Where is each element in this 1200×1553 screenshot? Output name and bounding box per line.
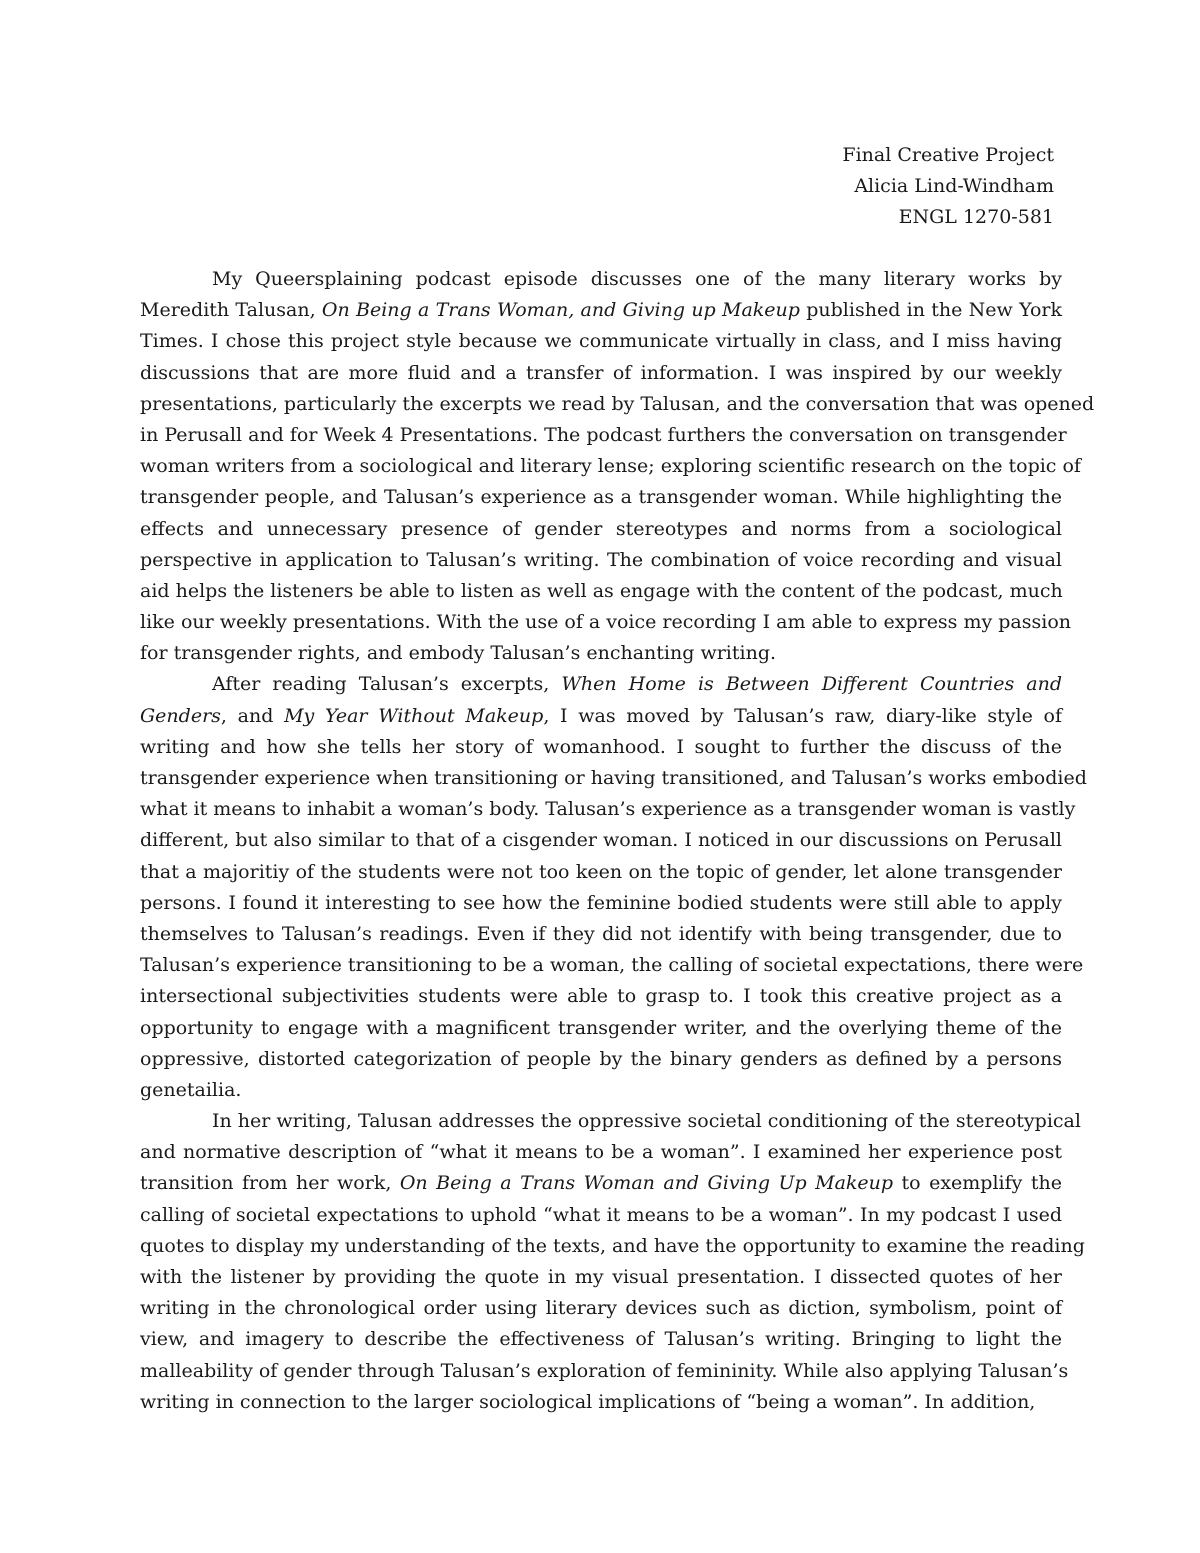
body-text: intersectional subjectivities students were able to grasp to. I took this creative project as a: [140, 985, 1062, 1008]
body-text: , I was moved by Talusan’s raw, diary-like style of: [543, 704, 1063, 727]
text-line: [140, 326, 1062, 357]
body-text: that a majoritiy of the students were not too keen on the topic of gender, let alone transgender: [140, 860, 1062, 883]
paragraph: [140, 1106, 1085, 1418]
text-line: [140, 950, 1084, 981]
body-text: Meredith Talusan,: [140, 299, 322, 322]
document-body: [140, 264, 1095, 1418]
body-text: with the listener by providing the quote in my visual presentation. I dissected quotes of her: [140, 1266, 1062, 1288]
italic-title-text: Genders: [140, 704, 221, 727]
text-line: [140, 1262, 1062, 1293]
body-text: transition from her work,: [140, 1172, 400, 1195]
text-line: [140, 669, 1062, 700]
text-line: [140, 264, 1062, 295]
text-line: [140, 919, 1062, 950]
italic-title-text: On Being a Trans Woman and Giving Up Makeup: [399, 1172, 894, 1195]
body-text: themselves to Talusan’s readings. Even if they did not identify with being transgender, due to: [140, 922, 1062, 945]
italic-title-text: My Year Without Makeup: [284, 704, 544, 727]
text-line: [140, 1324, 1062, 1355]
body-text: After reading Talusan’s excerpts,: [212, 673, 562, 696]
body-text: transgender people, and Talusan’s experience as a transgender woman. While highlighting the: [140, 486, 1062, 509]
text-line: [140, 1200, 1062, 1231]
text-line: [140, 1231, 1085, 1262]
text-line: [140, 888, 1062, 919]
body-text: My Queersplaining podcast episode discusses one of the many literary works by: [212, 268, 1062, 290]
text-line: [140, 981, 1062, 1012]
text-line: [140, 825, 1062, 856]
body-text: writing and how she tells her story of womanhood. I sought to further the discuss of the: [140, 735, 1062, 758]
body-text: persons. I found it interesting to see how the feminine bodied students were still able to apply: [140, 891, 1062, 914]
text-line: [140, 1075, 1062, 1106]
body-text: oppressive, distorted categorization of people by the binary genders as defined by a persons: [140, 1047, 1062, 1070]
body-text: and normative description of “what it means to be a woman”. I examined her experience post: [140, 1141, 1062, 1164]
body-text: effects and unnecessary presence of gender stereotypes and norms from a sociological: [140, 517, 1062, 540]
text-line: [140, 358, 1062, 389]
text-line: [140, 1168, 1062, 1199]
body-text: woman writers from a sociological and literary lense; exploring scientific research on the topic of: [140, 455, 1081, 478]
body-text: aid helps the listeners be able to listen as well as engage with the content of the podcast, much: [140, 579, 1063, 602]
text-line: [140, 607, 1072, 638]
text-line: [140, 1356, 1069, 1387]
body-text: published in the New York: [799, 299, 1062, 322]
text-line: [140, 295, 1062, 326]
body-text: Times. I chose this project style because we communicate virtually in class, and I miss having: [140, 330, 1062, 353]
body-text: opportunity to engage with a magnificent transgender writer, and the overlying theme of the: [140, 1016, 1062, 1039]
document-header: [842, 140, 1054, 234]
text-line: [140, 732, 1062, 763]
author-name: Alicia Lind-Windham: [854, 175, 1054, 198]
body-text: calling of societal expectations to uphold “what it means to be a woman”. In my podcast I used: [140, 1203, 1062, 1226]
body-text: like our weekly presentations. With the use of a voice recording I am able to express my passion: [140, 611, 1072, 634]
project-title: Final Creative Project: [842, 144, 1054, 166]
text-line: [140, 576, 1062, 607]
body-text: to exemplify the: [893, 1172, 1062, 1195]
body-text: transgender experience when transitioning or having transitioned, and Talusan’s works embodied: [140, 767, 1087, 789]
body-text: in Perusall and for Week 4 Presentations. The podcast furthers the conversation on transgender: [140, 423, 1067, 446]
text-line: [140, 420, 1067, 451]
body-text: , and: [220, 704, 285, 727]
text-line: [140, 701, 1062, 732]
paragraph: [140, 669, 1087, 1106]
italic-title-text: When Home is Between Different Countries and: [561, 673, 1063, 696]
body-text: malleability of gender through Talusan’s exploration of femininity. While also applying Talusan’s: [140, 1359, 1069, 1382]
body-text: writing in connection to the larger sociological implications of “being a woman”. In addition,: [140, 1390, 1036, 1413]
text-line: [140, 389, 1095, 420]
text-line: [140, 1106, 1081, 1137]
text-line: [140, 1387, 1062, 1418]
body-text: for transgender rights, and embody Talusan’s enchanting writing.: [140, 642, 777, 665]
body-text: genetailia.: [140, 1078, 242, 1101]
body-text: discussions that are more fluid and a transfer of information. I was inspired by our weekly: [140, 361, 1062, 384]
text-line: [140, 794, 1076, 825]
course-code: ENGL 1270-581: [898, 206, 1054, 229]
italic-title-text: On Being a Trans Woman, and Giving up Makeup: [321, 299, 800, 322]
body-text: quotes to display my understanding of the texts, and have the opportunity to examine the reading: [140, 1234, 1085, 1257]
body-text: In her writing, Talusan addresses the oppressive societal conditioning of the stereotypical: [212, 1110, 1081, 1133]
text-line: [140, 482, 1062, 513]
paragraph: [140, 264, 1095, 669]
body-text: writing in the chronological order using literary devices such as diction, symbolism, point of: [140, 1297, 1062, 1320]
text-line: [140, 857, 1062, 888]
text-line: [140, 1137, 1062, 1168]
body-text: different, but also similar to that of a cisgender woman. I noticed in our discussions on Perusall: [140, 829, 1062, 852]
body-text: what it means to inhabit a woman’s body. Talusan’s experience as a transgender woman is vastly: [140, 798, 1076, 821]
text-line: [140, 1013, 1062, 1044]
text-line: [140, 638, 1062, 669]
body-text: presentations, particularly the excerpts we read by Talusan, and the conversation that was opened: [140, 392, 1095, 415]
text-line: [140, 451, 1081, 482]
text-line: [140, 1293, 1062, 1324]
body-text: view, and imagery to describe the effectiveness of Talusan’s writing. Bringing to light the: [140, 1328, 1062, 1351]
text-line: [140, 763, 1087, 794]
body-text: perspective in application to Talusan’s writing. The combination of voice recording and visual: [140, 548, 1062, 571]
text-line: [140, 545, 1062, 576]
text-line: [140, 514, 1062, 545]
text-line: [140, 1044, 1062, 1075]
body-text: Talusan’s experience transitioning to be a woman, the calling of societal expectations, there were: [140, 954, 1084, 977]
